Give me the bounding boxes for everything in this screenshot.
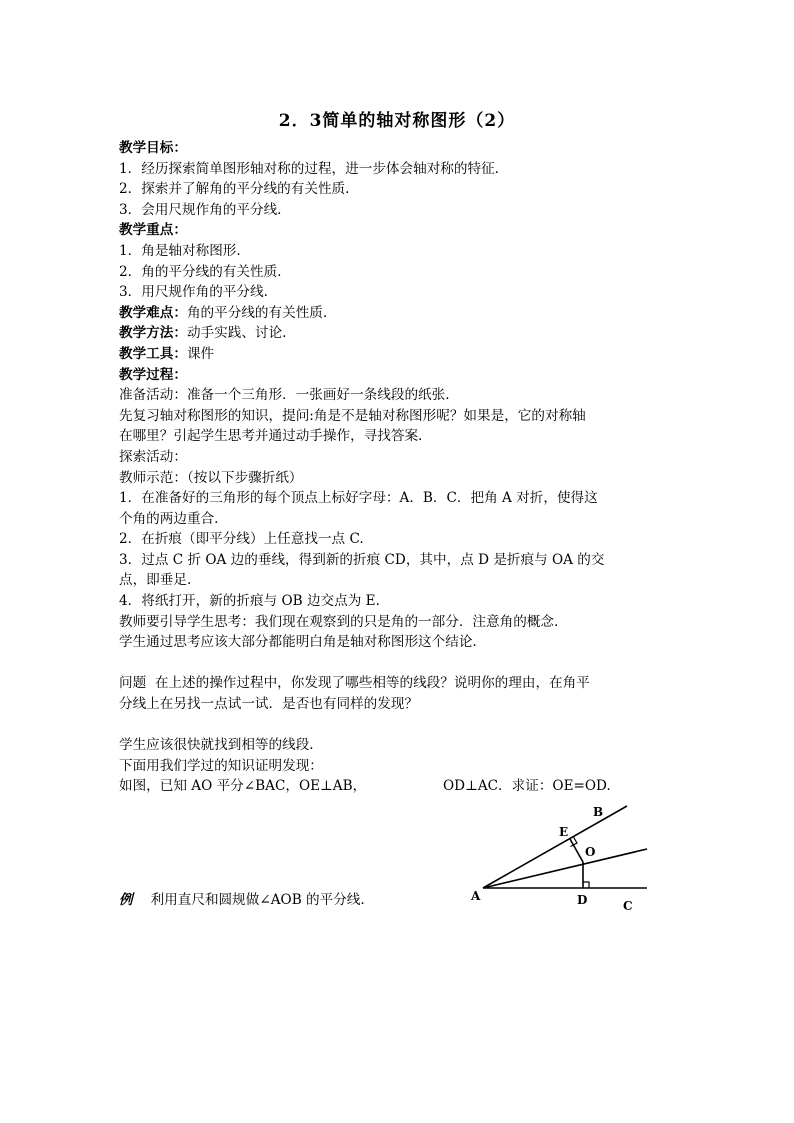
tools-label: 教学工具： xyxy=(119,345,187,362)
process-line: 2．在折痕（即平分线）上任意找一点 C. xyxy=(119,531,364,548)
example-text: 利用直尺和圆规做∠AOB 的平分线. xyxy=(150,892,365,908)
focus-heading: 教学重点： xyxy=(119,222,187,239)
difficulty-label: 教学难点： xyxy=(119,304,187,321)
proof-given: 如图，已知 AO 平分∠BAC，OE⊥AB， xyxy=(119,778,367,795)
goal-item: 3．会用尺规作角的平分线. xyxy=(119,201,282,218)
tools-text: 课件 xyxy=(186,345,215,362)
tools-line xyxy=(119,344,679,365)
label-b: B xyxy=(593,805,604,819)
goal-item: 1．经历探索简单图形轴对称的过程，进一步体会轴对称的特征. xyxy=(119,160,499,177)
process-line: 个角的两边重合. xyxy=(119,510,219,527)
page-title: 2．3简单的轴对称图形（2） xyxy=(278,111,516,131)
goal-item: 2．探索并了解角的平分线的有关性质. xyxy=(119,181,350,198)
question-line: 问题 在上述的操作过程中，你发现了哪些相等的线段？说明你的理由，在角平 xyxy=(119,675,590,692)
method-label: 教学方法： xyxy=(119,325,187,342)
label-d: D xyxy=(577,893,588,907)
method-line xyxy=(119,323,679,344)
process-line: 教师示范：（按以下步骤折纸） xyxy=(119,469,303,486)
process-line: 学生通过思考应该大部分都能明白角是轴对称图形这个结论. xyxy=(119,634,477,651)
process-line: 探索活动： xyxy=(119,448,187,465)
right-angle-mark-d xyxy=(583,882,589,888)
focus-item: 1．角是轴对称图形. xyxy=(119,242,241,259)
label-e: E xyxy=(559,825,569,839)
question-line: 分线上在另找一点试一试．是否也有同样的发现？ xyxy=(119,696,419,713)
process-line: 4．将纸打开，新的折痕与 OB 边交点为 E. xyxy=(119,593,380,610)
process-line: 1．在准备好的三角形的每个顶点上标好字母：A．B．C．把角 A 对折，使得这 xyxy=(119,490,598,507)
process-line: 点，即垂足. xyxy=(119,572,192,589)
process-line: 在哪里？引起学生思考并通过动手操作，寻找答案. xyxy=(119,428,423,445)
difficulty-line xyxy=(119,303,679,324)
example-label: 例 xyxy=(119,892,133,908)
document-body xyxy=(119,138,679,797)
example-line xyxy=(119,888,365,908)
focus-item: 3．用尺规作角的平分线. xyxy=(119,284,268,301)
process-heading: 教学过程： xyxy=(119,366,187,383)
process-line: 教师要引导学生思考：我们现在观察到的只是角的一部分．注意角的概念. xyxy=(119,613,559,630)
ray-ab xyxy=(483,806,627,888)
difficulty-text: 角的平分线的有关性质. xyxy=(186,304,328,321)
focus-item: 2．角的平分线的有关性质. xyxy=(119,263,282,280)
goals-heading: 教学目标： xyxy=(119,140,187,156)
angle-bisector-figure xyxy=(465,800,655,915)
label-a: A xyxy=(471,889,481,903)
proof-goal: OD⊥AC．求证：OE=OD. xyxy=(443,778,611,795)
label-o: O xyxy=(585,845,596,859)
process-line: 3．过点 C 折 OA 边的垂线，得到新的折痕 CD，其中，点 D 是折痕与 OA 的交 xyxy=(119,551,605,568)
proof-statement xyxy=(119,776,679,797)
after-question-line: 下面用我们学过的知识证明发现： xyxy=(119,757,323,774)
label-c: C xyxy=(623,899,633,913)
spacer xyxy=(119,653,679,674)
ray-ao xyxy=(483,849,647,888)
process-line: 准备活动：准备一个三角形．一张画好一条线段的纸张. xyxy=(119,387,450,404)
method-text: 动手实践、讨论. xyxy=(186,325,287,342)
spacer xyxy=(119,715,679,736)
after-question-line: 学生应该很快就找到相等的线段. xyxy=(119,737,314,754)
process-line: 先复习轴对称图形的知识，提问:角是不是轴对称图形呢？如果是，它的对称轴 xyxy=(119,407,586,424)
